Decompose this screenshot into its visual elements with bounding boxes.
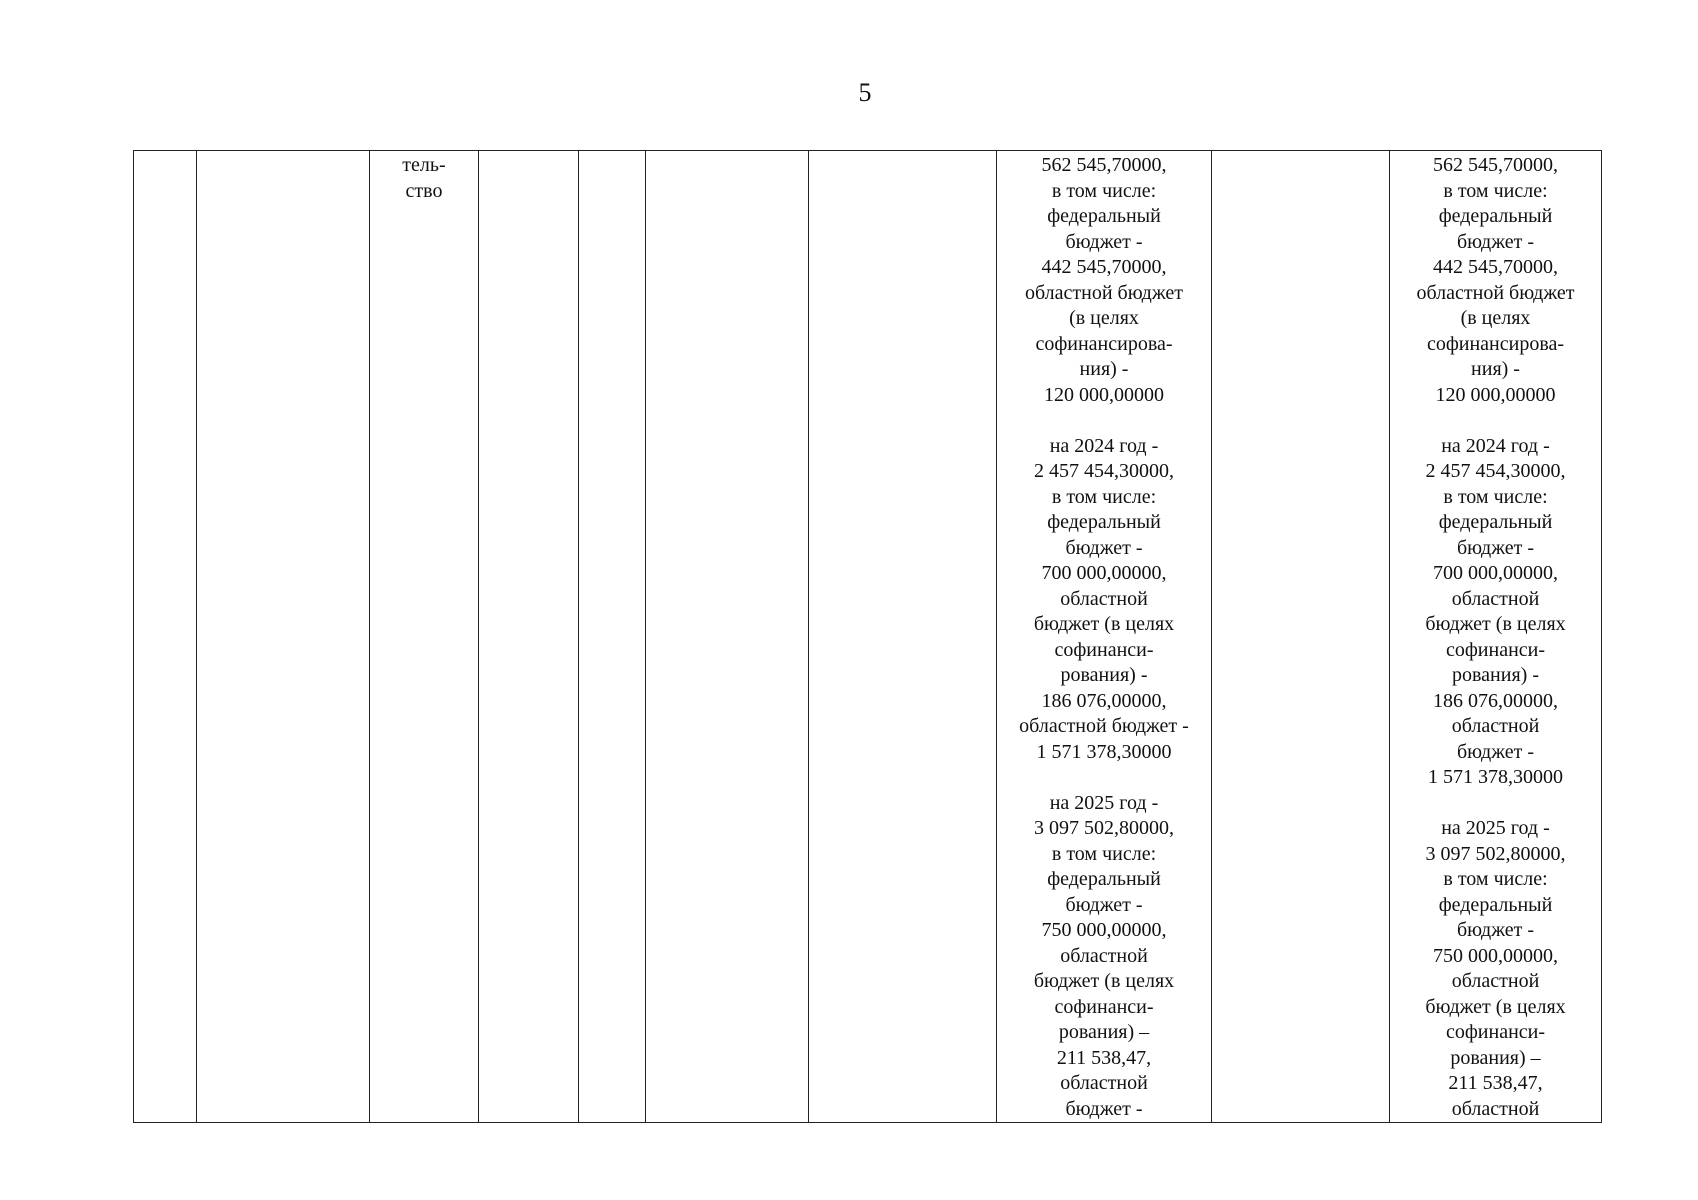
cell-col-7 bbox=[809, 151, 997, 1123]
text-line: бюджет - bbox=[1456, 919, 1535, 941]
text-line: бюджет - bbox=[1456, 740, 1535, 763]
text-line: софинанси- bbox=[1054, 995, 1154, 1018]
blank-line bbox=[1390, 791, 1601, 817]
text-line: рования) - bbox=[1060, 664, 1148, 686]
funding-text-current bbox=[997, 153, 1211, 1122]
text-line: софинанси- bbox=[1445, 638, 1546, 661]
cell-col-10 bbox=[1390, 151, 1602, 1123]
text-line: ство bbox=[405, 179, 443, 202]
text-line: областной бюджет bbox=[1024, 281, 1183, 304]
text-line: рования) – bbox=[1450, 1046, 1541, 1069]
text-line: 3 097 502,80000, bbox=[1034, 817, 1174, 839]
text-line: 2 457 454,30000, bbox=[1034, 460, 1174, 482]
text-line: федеральный bbox=[1047, 511, 1161, 533]
text-line: бюджет - bbox=[1065, 1097, 1143, 1120]
text-line: в том числе: bbox=[1051, 842, 1157, 865]
text-line: федеральный bbox=[1438, 511, 1553, 533]
text-line: 186 076,00000, bbox=[1433, 689, 1558, 712]
text-line: (в целях bbox=[1069, 307, 1139, 329]
text-line: софинансирова- bbox=[1426, 332, 1565, 355]
text-line: 442 545,70000, bbox=[1041, 256, 1167, 278]
cell-col-1 bbox=[134, 151, 197, 1123]
text-line: 442 545,70000, bbox=[1433, 256, 1558, 278]
text-line: 700 000,00000, bbox=[1433, 562, 1558, 584]
text-line: федеральный bbox=[1047, 868, 1161, 890]
text-line: 186 076,00000, bbox=[1041, 689, 1167, 712]
text-line: бюджет (в целях bbox=[1033, 613, 1175, 635]
text-line: областной bbox=[1451, 587, 1540, 610]
funding-text-new bbox=[1390, 153, 1601, 1122]
cell-col-6 bbox=[646, 151, 809, 1123]
text-line: 1 571 378,30000 bbox=[1036, 740, 1172, 763]
text-line: 2 457 454,30000, bbox=[1425, 460, 1566, 482]
text-line: областной bbox=[1451, 970, 1540, 992]
table-row bbox=[134, 151, 1602, 1123]
text-line: 1 571 378,30000 bbox=[1428, 766, 1563, 788]
text-line: федеральный bbox=[1438, 205, 1553, 227]
text-line: 750 000,00000, bbox=[1041, 919, 1167, 941]
cell-col-9 bbox=[1212, 151, 1390, 1123]
text-line: федеральный bbox=[1438, 893, 1553, 916]
text-line: на 2024 год - bbox=[1441, 434, 1550, 457]
cell-col-2 bbox=[197, 151, 370, 1123]
blank-line bbox=[997, 408, 1211, 434]
cell-col-3 bbox=[370, 151, 479, 1123]
text-line: бюджет - bbox=[1065, 893, 1143, 916]
text-line: в том числе: bbox=[1443, 868, 1548, 890]
text-line: 750 000,00000, bbox=[1433, 944, 1558, 967]
text-line: в том числе: bbox=[1443, 485, 1548, 508]
text-line: 120 000,00000 bbox=[1044, 383, 1164, 406]
text-line: на 2024 год - bbox=[1049, 434, 1159, 457]
text-line: областной bbox=[1060, 1072, 1148, 1094]
text-line: бюджет (в целях bbox=[1033, 970, 1175, 992]
budget-table bbox=[133, 150, 1602, 1123]
text-line: 562 545,70000, bbox=[1041, 154, 1167, 176]
text-line: (в целях bbox=[1460, 307, 1531, 329]
text-line: федеральный bbox=[1047, 205, 1161, 227]
text-line: бюджет (в целях bbox=[1425, 995, 1566, 1018]
text-line: софинанси- bbox=[1054, 638, 1154, 661]
cell-col-5 bbox=[579, 151, 646, 1123]
text-line: в том числе: bbox=[1443, 179, 1548, 202]
text-line: областной bbox=[1451, 1097, 1540, 1120]
blank-line bbox=[997, 765, 1211, 791]
text-line: ния) - bbox=[1079, 358, 1129, 380]
text-line: рования) - bbox=[1452, 664, 1539, 686]
page-number: 5 bbox=[858, 78, 872, 107]
responsible-text bbox=[370, 153, 478, 204]
text-line: бюджет - bbox=[1065, 230, 1143, 253]
text-line: областной бюджет - bbox=[1019, 715, 1189, 737]
text-line: областной bbox=[1060, 587, 1148, 610]
text-line: софинансирова- bbox=[1035, 332, 1173, 355]
text-line: бюджет - bbox=[1065, 536, 1143, 559]
text-line: областной bbox=[1451, 715, 1540, 737]
blank-line bbox=[1390, 408, 1601, 434]
text-line: 120 000,00000 bbox=[1435, 383, 1556, 406]
cell-col-8 bbox=[997, 151, 1212, 1123]
text-line: софинанси- bbox=[1445, 1021, 1546, 1043]
text-line: областной бюджет bbox=[1416, 281, 1575, 304]
text-line: бюджет - bbox=[1456, 230, 1535, 253]
text-line: 562 545,70000, bbox=[1433, 154, 1558, 176]
cell-col-4 bbox=[479, 151, 579, 1123]
text-line: рования) – bbox=[1058, 1021, 1150, 1043]
text-line: на 2025 год - bbox=[1441, 817, 1550, 839]
text-line: 700 000,00000, bbox=[1041, 562, 1167, 584]
text-line: бюджет - bbox=[1456, 536, 1535, 559]
text-line: на 2025 год - bbox=[1049, 791, 1159, 814]
text-line: областной bbox=[1060, 944, 1148, 967]
text-line: в том числе: bbox=[1051, 179, 1157, 202]
text-line: ния) - bbox=[1471, 358, 1520, 380]
text-line: 3 097 502,80000, bbox=[1425, 842, 1566, 865]
text-line: тель- bbox=[402, 154, 446, 176]
text-line: в том числе: bbox=[1051, 485, 1157, 508]
text-line: бюджет (в целях bbox=[1425, 613, 1566, 635]
text-line: 211 538,47, bbox=[1056, 1046, 1152, 1069]
text-line: 211 538,47, bbox=[1448, 1072, 1543, 1094]
